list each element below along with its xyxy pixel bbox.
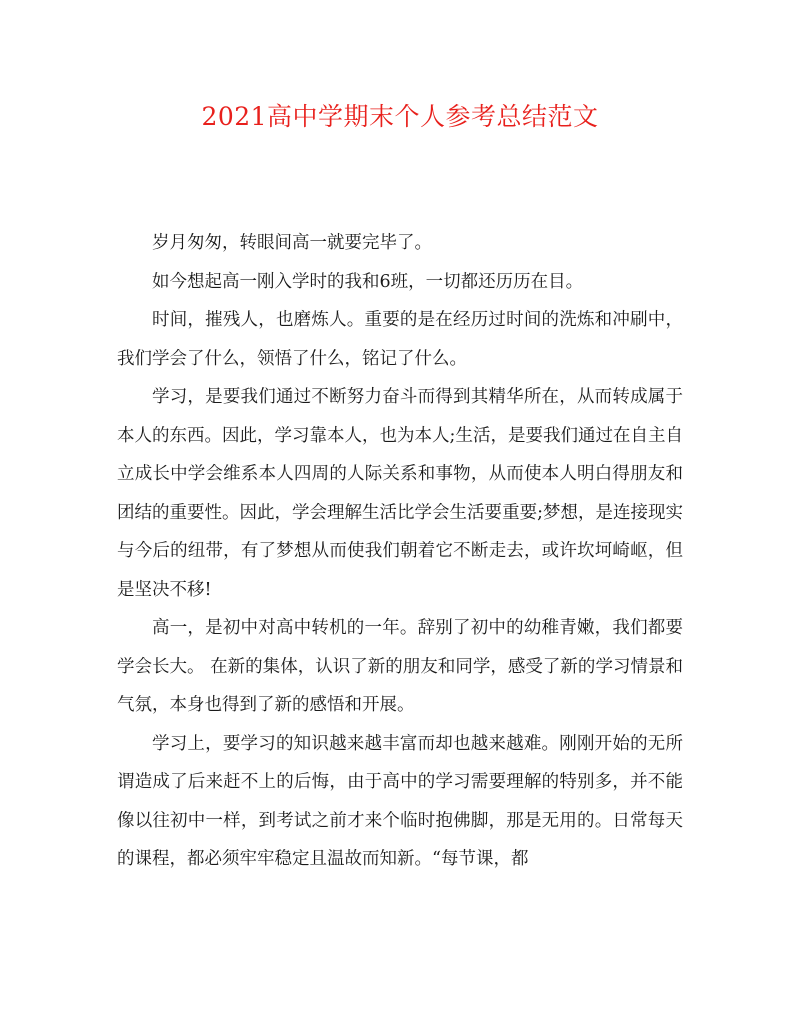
paragraph-4: 学习，是要我们通过不断努力奋斗而得到其精华所在，从而转成属于本人的东西。因此，学习靠本人，也为本人;生活，是要我们通过在自主自立成长中学会维系本人四周的人际关系和事物，从而使本人明白得朋友和团结的重要性。因此，学会理解生活比学会生活要重要;梦想，是连接现实与今后的纽带，有了梦想从而使我们朝着它不断走去，或许坎坷崎岖，但是坚决不移! — [117, 387, 683, 600]
paragraph-2: 如今想起高一刚入学时的我和6班，一切都还历历在目。 — [152, 271, 584, 292]
paragraph-3: 时间，摧残人，也磨炼人。重要的是在经历过时间的洗炼和冲刷中，我们学会了什么，领悟了什么，铭记了什么。 — [117, 310, 683, 369]
paragraph-6: 学习上，要学习的知识越来越丰富而却也越来越难。刚刚开始的无所谓造成了后来赶不上的后悔，由于高中的学习需要理解的特别多，并不能像以往初中一样，到考试之前才来个临时抱佛脚，那是无用的。日常每天的课程，都必须牢牢稳定且温故而知新。“每节课，都 — [117, 733, 683, 869]
paragraph-5: 高一，是初中对高中转机的一年。辞别了初中的幼稚青嫩，我们都要学会长大。 在新的集体，认识了新的朋友和同学，感受了新的学习情景和气氛，本身也得到了新的感悟和开展。 — [117, 618, 683, 715]
paragraph-1: 岁月匆匆，转眼间高一就要完毕了。 — [152, 233, 432, 253]
document-body — [117, 224, 683, 879]
document-title: 2021高中学期末个人参考总结范文 — [201, 102, 599, 131]
